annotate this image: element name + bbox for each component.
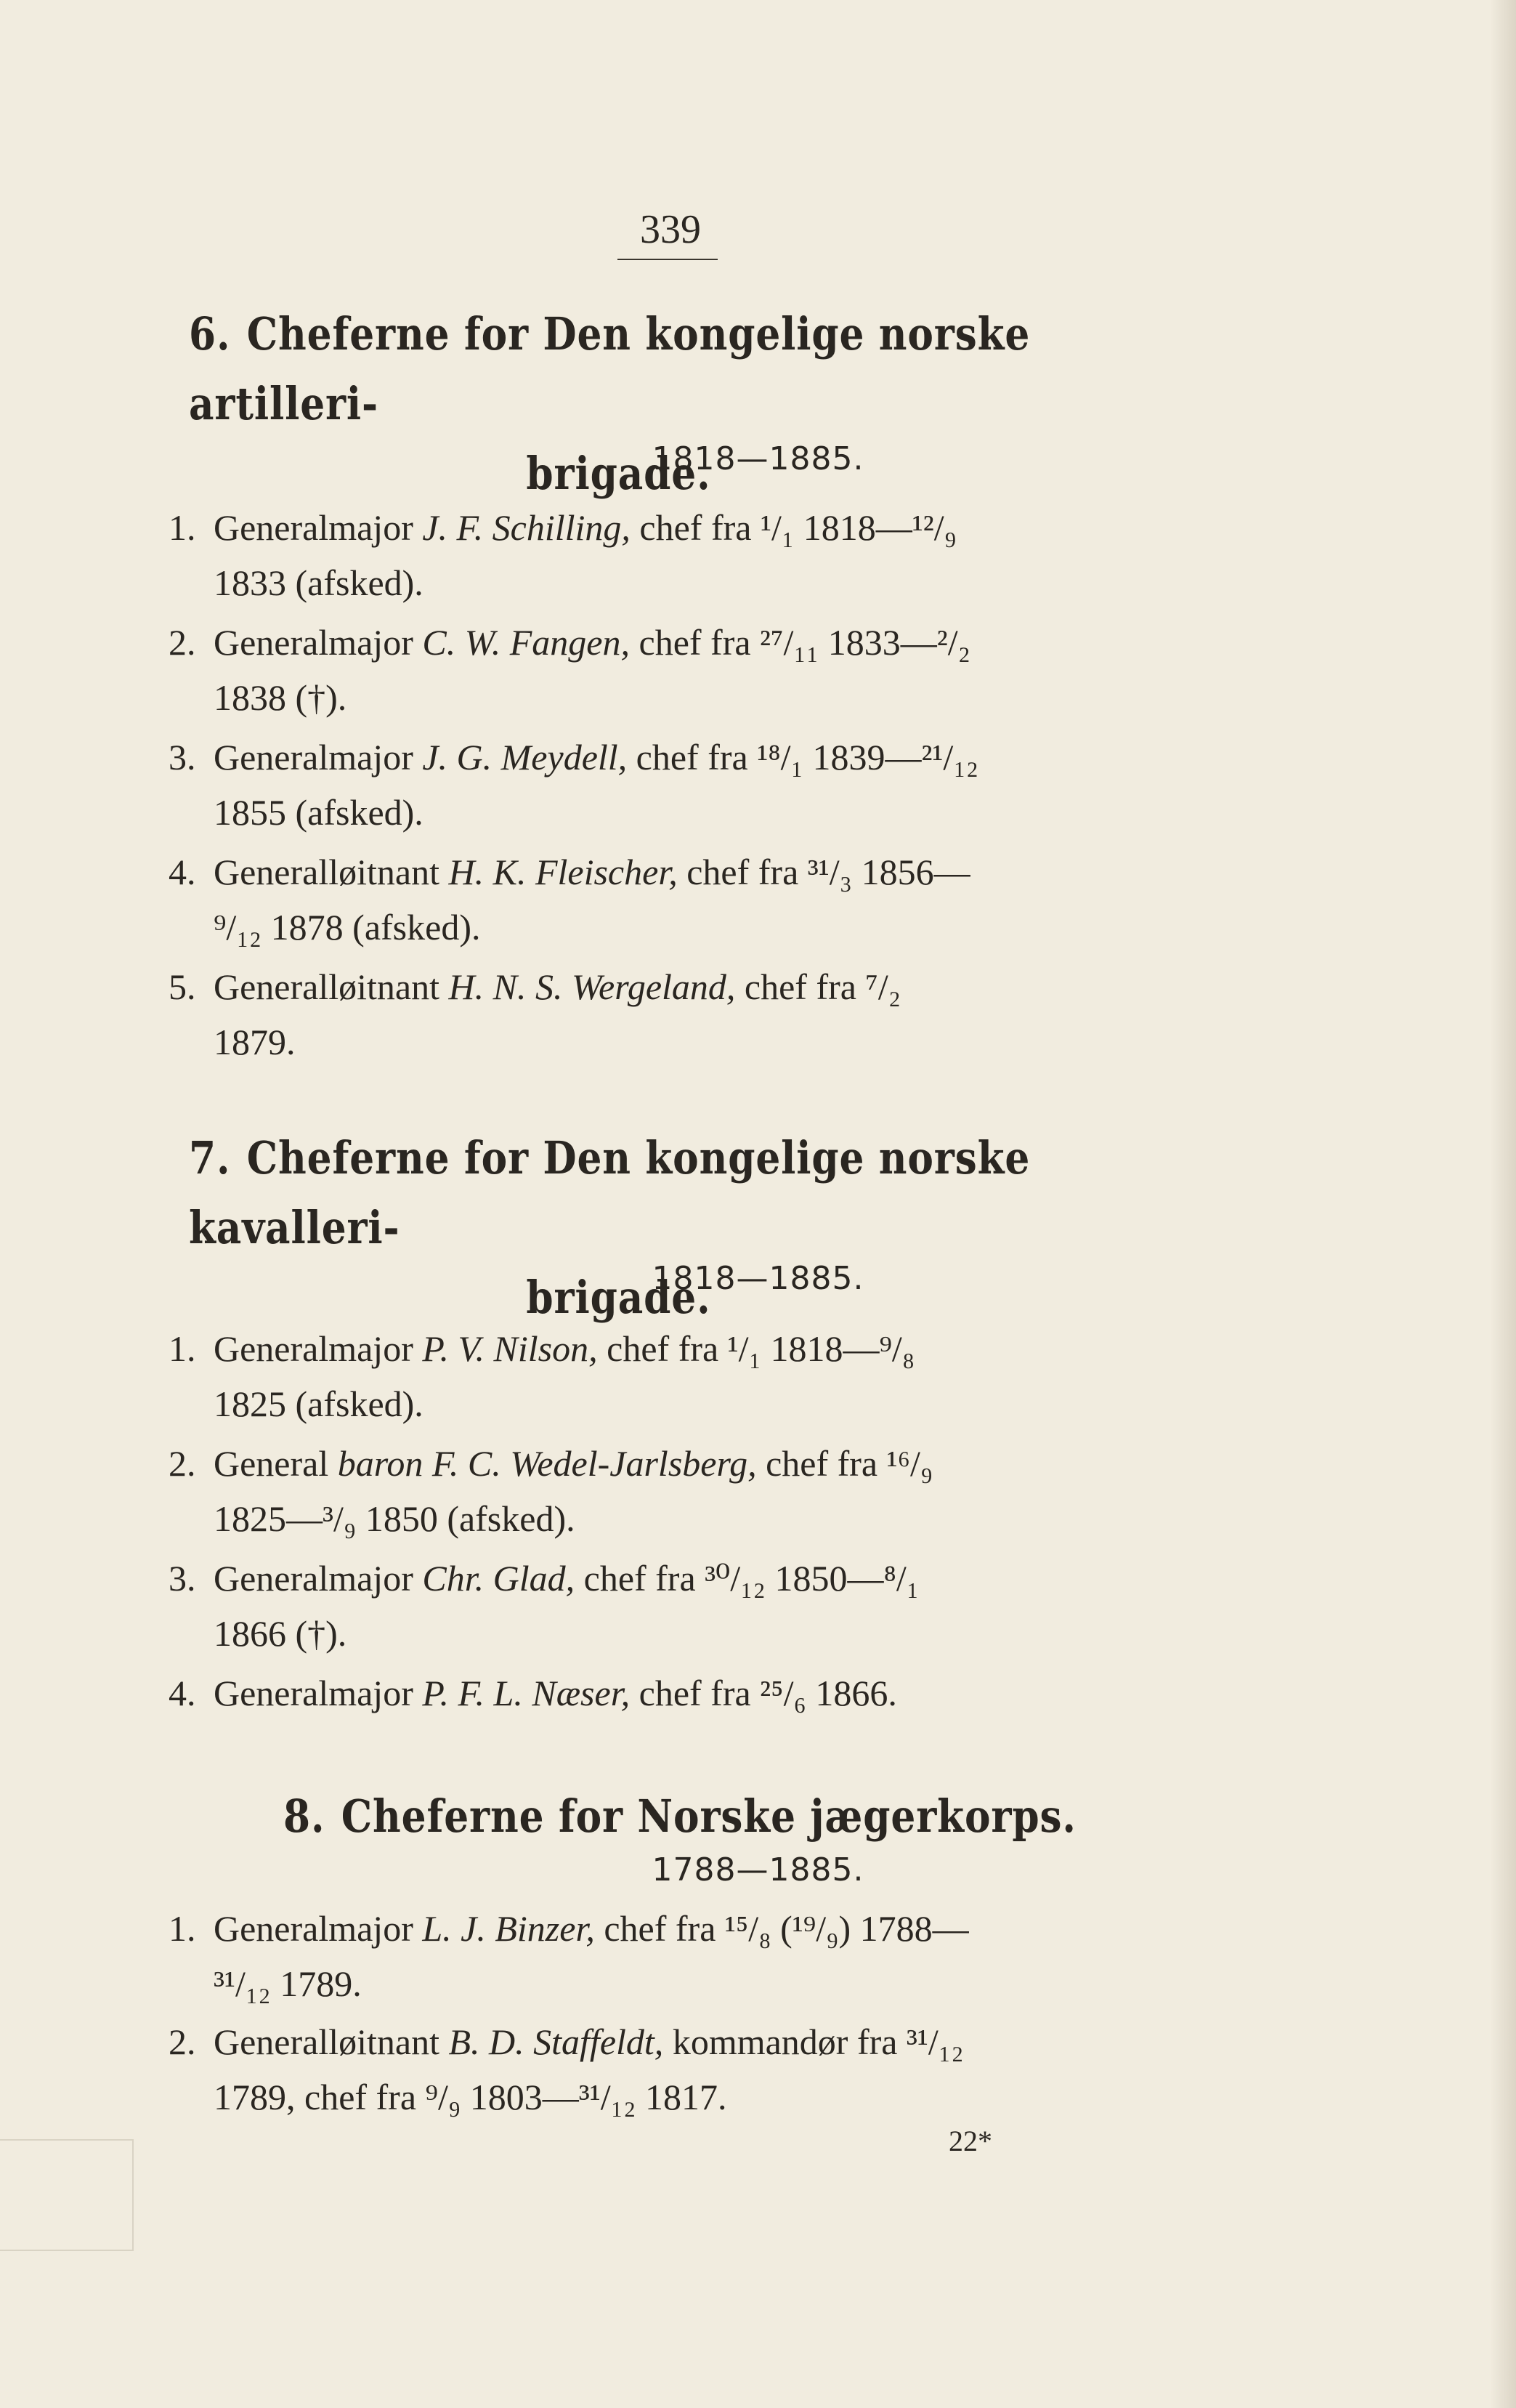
entry-name: J. G. Meydell, xyxy=(422,737,628,777)
entry-number: 1. xyxy=(169,507,196,548)
entry-rank: Generalmajor xyxy=(214,1908,413,1949)
entry-continuation: 1879. xyxy=(214,1022,296,1062)
entry-name: baron F. C. Wedel-Jarlsberg, xyxy=(337,1443,757,1484)
page-number-rule xyxy=(617,259,718,260)
entry-continuation: ⁹/₁₂ 1878 (afsked). xyxy=(214,907,481,948)
section-7-years: 1818—1885. xyxy=(652,1260,864,1297)
entry-continuation: 1789, chef fra ⁹/₉ 1803—³¹/₁₂ 1817. xyxy=(214,2077,727,2117)
entry-name: B. D. Staffeldt, xyxy=(448,2021,664,2062)
entry-dates: chef fra ⁷/₂ xyxy=(744,966,901,1007)
section-title-line1: Cheferne for Den kongelige norske kavalleri- xyxy=(189,1131,1031,1254)
entry-name: C. W. Fangen, xyxy=(422,622,631,663)
entry-dates: chef fra ²⁵/₆ 1866. xyxy=(639,1673,897,1713)
library-stamp-box xyxy=(0,2139,134,2251)
entry-name: J. F. Schilling, xyxy=(422,507,631,548)
section-7-entry-4 xyxy=(169,1665,1215,1721)
section-6-entry-5 xyxy=(169,959,1215,1070)
entry-name: H. K. Fleischer, xyxy=(448,852,678,892)
section-title-line2: brigade. xyxy=(526,447,711,500)
entry-rank: Generalmajor xyxy=(214,1673,413,1713)
section-title-line1: Cheferne for Norske jægerkorps. xyxy=(341,1790,1077,1843)
entry-name: Chr. Glad, xyxy=(422,1558,575,1599)
entry-name: L. J. Binzer, xyxy=(422,1908,595,1949)
entry-number: 3. xyxy=(169,1558,196,1599)
entry-continuation: 1833 (afsked). xyxy=(214,562,423,603)
entry-dates: chef fra ¹/₁ 1818—⁹/₈ xyxy=(607,1328,915,1369)
entry-rank: Generalmajor xyxy=(214,507,413,548)
entry-dates: chef fra ¹⁶/₉ xyxy=(766,1443,933,1484)
entry-continuation: 1838 (†). xyxy=(214,677,347,718)
entry-dates: kommandør fra ³¹/₁₂ xyxy=(672,2021,964,2062)
printer-signature: 22* xyxy=(949,2125,992,2157)
section-7-entry-3 xyxy=(169,1551,1215,1661)
entry-dates: chef fra ¹/₁ 1818—¹²/₉ xyxy=(639,507,957,548)
section-8-years: 1788—1885. xyxy=(652,1851,864,1888)
entry-number: 2. xyxy=(169,622,196,663)
entry-number: 3. xyxy=(169,737,196,777)
section-number: 7. xyxy=(189,1131,231,1184)
section-8-heading xyxy=(283,1782,1170,1851)
page-edge-shadow xyxy=(1490,0,1516,2408)
section-title-line1: Cheferne for Den kongelige norske artilleri- xyxy=(189,307,1031,430)
entry-number: 5. xyxy=(169,966,196,1007)
entry-continuation: 1825 (afsked). xyxy=(214,1383,423,1424)
entry-rank: General xyxy=(214,1443,329,1484)
section-number: 8. xyxy=(283,1790,325,1843)
entry-rank: Generalmajor xyxy=(214,622,413,663)
entry-continuation: 1866 (†). xyxy=(214,1613,347,1654)
entry-dates: chef fra ³⁰/₁₂ 1850—⁸/₁ xyxy=(583,1558,920,1599)
entry-rank: Generalløitnant xyxy=(214,852,439,892)
entry-rank: Generalløitnant xyxy=(214,966,439,1007)
entry-rank: Generalmajor xyxy=(214,737,413,777)
entry-name: P. F. L. Næser, xyxy=(422,1673,631,1713)
entry-number: 1. xyxy=(169,1328,196,1369)
entry-continuation: 1855 (afsked). xyxy=(214,792,423,833)
section-6-years: 1818—1885. xyxy=(652,440,864,477)
section-6-entry-3 xyxy=(169,730,1215,840)
entry-dates: chef fra ¹⁵/₈ (¹⁹/₉) 1788— xyxy=(604,1908,969,1949)
section-7-heading xyxy=(189,1123,1076,1333)
entry-number: 2. xyxy=(169,1443,196,1484)
section-8-entry-2 xyxy=(169,2014,1215,2125)
section-6-entry-1 xyxy=(169,500,1215,610)
page-number: 339 xyxy=(640,207,701,252)
entry-name: P. V. Nilson, xyxy=(422,1328,598,1369)
entry-dates: chef fra ²⁷/₁₁ 1833—²/₂ xyxy=(639,622,971,663)
section-6-entry-2 xyxy=(169,615,1215,725)
entry-continuation: 1825—³/₉ 1850 (afsked). xyxy=(214,1498,575,1539)
section-title-line2: brigade. xyxy=(526,1271,711,1324)
section-6-entry-4 xyxy=(169,844,1215,955)
section-number: 6. xyxy=(189,307,231,360)
entry-number: 2. xyxy=(169,2021,196,2062)
entry-number: 4. xyxy=(169,852,196,892)
entry-number: 1. xyxy=(169,1908,196,1949)
entry-continuation: ³¹/₁₂ 1789. xyxy=(214,1963,362,2004)
entry-number: 4. xyxy=(169,1673,196,1713)
entry-dates: chef fra ³¹/₃ 1856— xyxy=(686,852,970,892)
entry-dates: chef fra ¹⁸/₁ 1839—²¹/₁₂ xyxy=(636,737,979,777)
entry-name: H. N. S. Wergeland, xyxy=(448,966,736,1007)
entry-rank: Generalløitnant xyxy=(214,2021,439,2062)
section-7-entry-1 xyxy=(169,1321,1215,1431)
section-8-entry-1 xyxy=(169,1901,1215,2011)
entry-rank: Generalmajor xyxy=(214,1328,413,1369)
section-7-entry-2 xyxy=(169,1436,1215,1546)
entry-rank: Generalmajor xyxy=(214,1558,413,1599)
